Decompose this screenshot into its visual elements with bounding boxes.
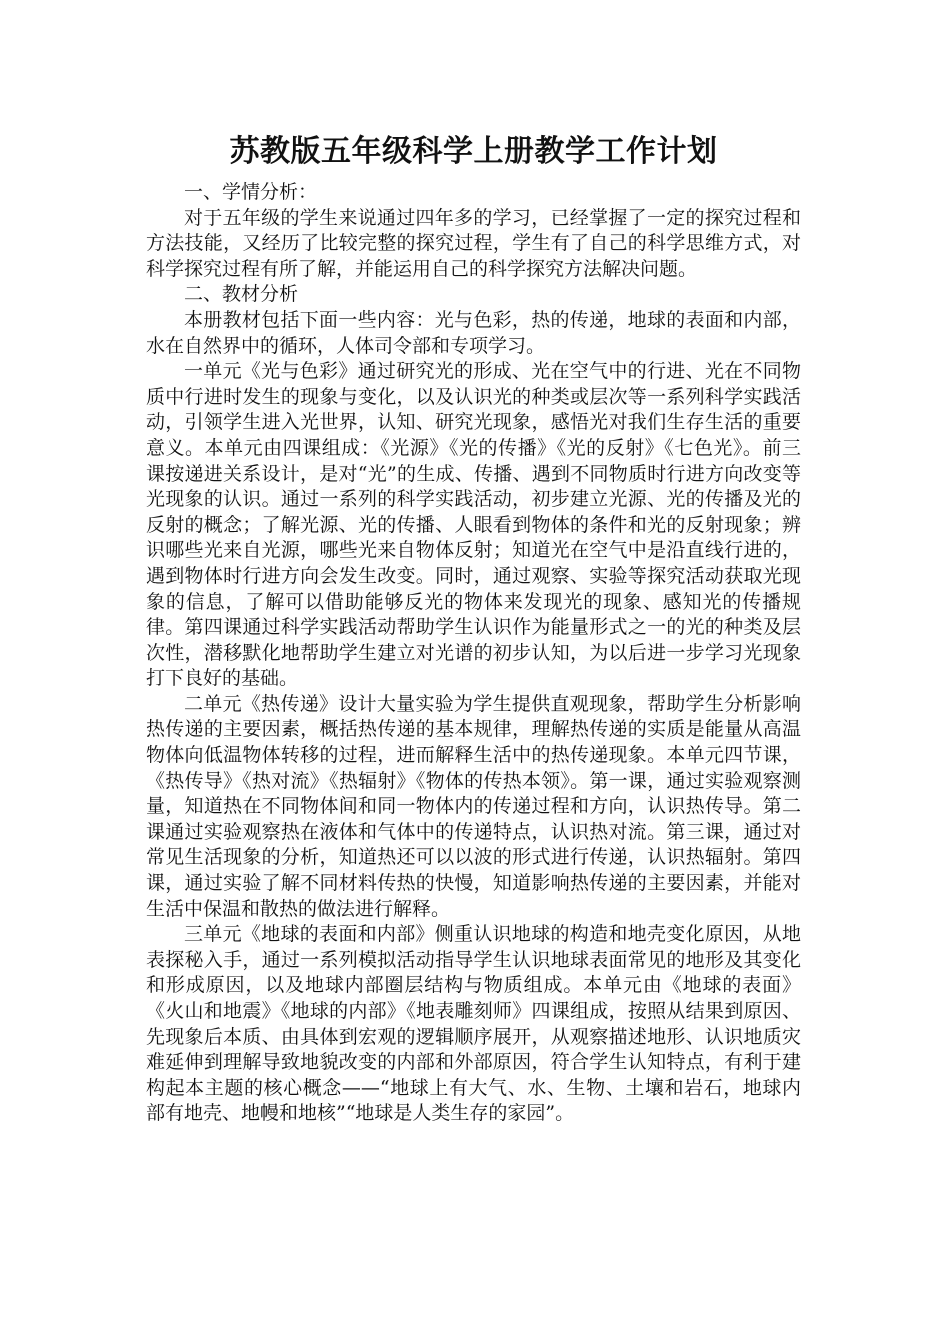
document-body bbox=[146, 130, 801, 1127]
paragraph-unit-one: 一单元《光与色彩》通过研究光的形成、光在空气中的行进、光在不同物质中行进时发生的现象与变化，以及认识光的种类或层次等一系列科学实践活动，引领学生进入光世界，认知、研究光现象，感悟光对我们生存生活的重要意义。本单元由四课组成：《光源》《光的传播》《光的反射》《七色光》。前三课按递进关系设计，是对“光”的生成、传播、遇到不同物质时行进方向改变等光现象的认识。通过一系列的科学实践活动，初步建立光源、光的传播及光的反射的概念；了解光源、光的传播、人眼看到物体的条件和光的反射现象；辨识哪些光来自光源，哪些光来自物体反射；知道光在空气中是沿直线行进的，遇到物体时行进方向会发生改变。同时，通过观察、实验等探究活动获取光现象的信息，了解可以借助能够反光的物体来发现光的现象、感知光的传播规律。第四课通过科学实践活动帮助学生认识作为能量形式之一的光的种类及层次性，潜移默化地帮助学生建立对光谱的初步认知，为以后进一步学习光现象打下良好的基础。 bbox=[146, 360, 801, 690]
paragraph-unit-three: 三单元《地球的表面和内部》侧重认识地球的构造和地壳变化原因，从地表探秘入手，通过一系列模拟活动指导学生认识地球表面常见的地形及其变化和形成原因，以及地球内部圈层结构与物质组成。本单元由《地球的表面》《火山和地震》《地球的内部》《地表雕刻师》四课组成，按照从结果到原因、先现象后本质、由具体到宏观的逻辑顺序展开，从观察描述地形、认识地质灾难延伸到理解导致地貌改变的内部和外部原因，符合学生认知特点，有利于建构起本主题的核心概念——“地球上有大气、水、生物、土壤和岩石，地球内部有地壳、地幔和地核”“地球是人类生存的家园”。 bbox=[146, 923, 801, 1125]
paragraph-learning-analysis: 对于五年级的学生来说通过四年多的学习，已经掌握了一定的探究过程和方法技能，又经历了比较完整的探究过程，学生有了自己的科学思维方式，对科学探究过程有所了解，并能运用自己的科学探究方法解决问题。 bbox=[146, 206, 801, 280]
document-title: 苏教版五年级科学上册教学工作计划 bbox=[229, 134, 718, 169]
section-heading-textbook-analysis: 二、教材分析 bbox=[184, 283, 299, 306]
section-heading-learning-analysis: 一、学情分析： bbox=[184, 181, 318, 203]
paragraph-unit-two: 二单元《热传递》设计大量实验为学生提供直观现象，帮助学生分析影响热传递的主要因素，概括热传递的基本规律，理解热传递的实质是能量从高温物体向低温物体转移的过程，进而解释生活中的热传递现象。本单元四节课，《热传导》《热对流》《热辐射》《物体的传热本领》。第一课，通过实验观察测量，知道热在不同物体间和同一物体内的传递过程和方向，认识热传导。第二课通过实验观察热在液体和气体中的传递特点，认识热对流。第三课，通过对常见生活现象的分析，知道热还可以以波的形式进行传递，认识热辐射。第四课，通过实验了解不同材料传热的快慢，知道影响热传递的主要因素，并能对生活中保温和散热的做法进行解释。 bbox=[146, 692, 801, 920]
paragraph-textbook-contents: 本册教材包括下面一些内容：光与色彩，热的传递，地球的表面和内部，水在自然界中的循环，人体司令部和专项学习。 bbox=[146, 308, 801, 357]
